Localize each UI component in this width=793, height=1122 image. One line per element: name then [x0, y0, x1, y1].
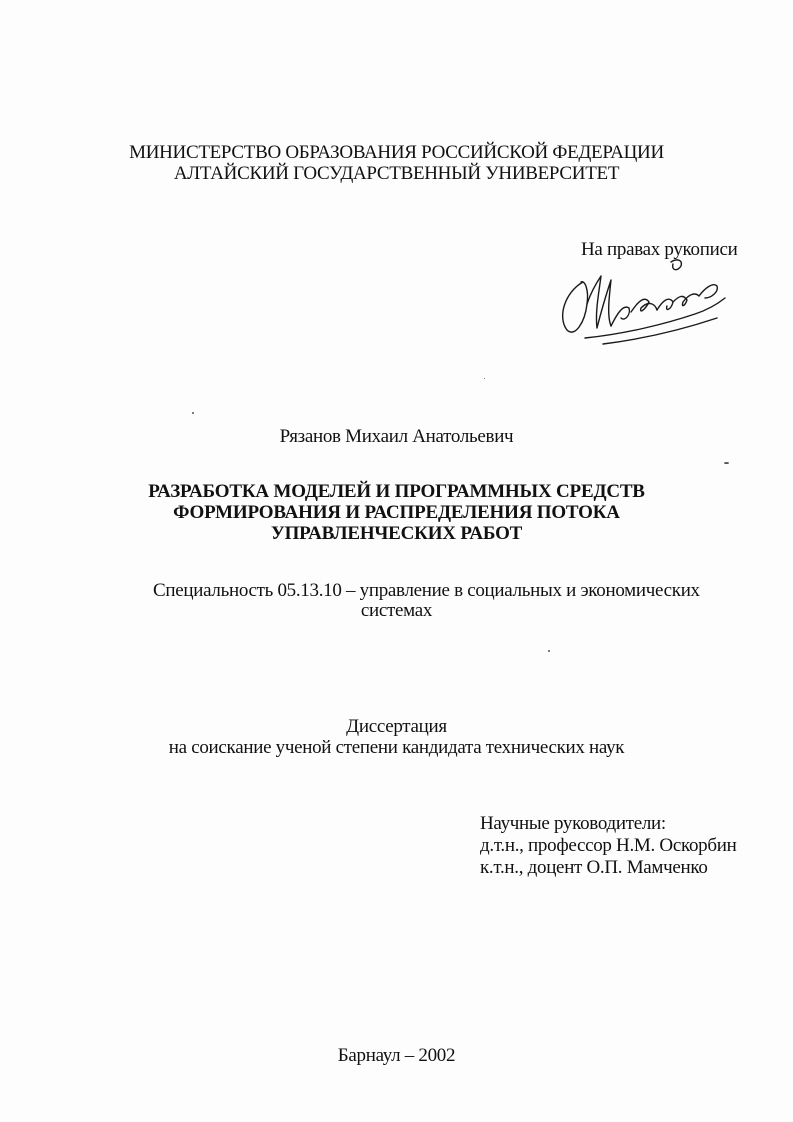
specialty-line-1: Специальность 05.13.10 – управление в социальных и экономических: [153, 580, 700, 601]
specialty-line-2: системах: [360, 600, 433, 621]
supervisor-first: д.т.н., профессор Н.М. Оскорбин: [480, 835, 737, 856]
title-line-3: УПРАВЛЕНЧЕСКИХ РАБОТ: [270, 523, 523, 544]
city-year: Барнаул – 2002: [337, 1045, 456, 1066]
supervisor-second: к.т.н., доцент О.П. Мамченко: [480, 857, 708, 878]
manuscript-note: На правах рукописи: [581, 239, 738, 260]
dissertation-label: Диссертация: [346, 716, 447, 737]
dissertation-degree: на соискание ученой степени кандидата технических наук: [168, 737, 625, 758]
author-name: Рязанов Михаил Анатольевич: [279, 426, 514, 447]
scan-speck: [548, 650, 550, 652]
handwritten-signature: [545, 252, 735, 347]
title-line-1: РАЗРАБОТКА МОДЕЛЕЙ И ПРОГРАММНЫХ СРЕДСТВ: [148, 481, 645, 502]
scan-speck: [192, 412, 194, 414]
title-line-2: ФОРМИРОВАНИЯ И РАСПРЕДЕЛЕНИЯ ПОТОКА: [173, 502, 620, 523]
scan-speck: [484, 378, 485, 379]
ministry-heading: МИНИСТЕРСТВО ОБРАЗОВАНИЯ РОССИЙСКОЙ ФЕДЕРАЦИИ: [129, 142, 664, 163]
scan-speck: [724, 462, 729, 464]
university-heading: АЛТАЙСКИЙ ГОСУДАРСТВЕННЫЙ УНИВЕРСИТЕТ: [173, 163, 620, 184]
supervisors-heading: Научные руководители:: [480, 813, 666, 834]
